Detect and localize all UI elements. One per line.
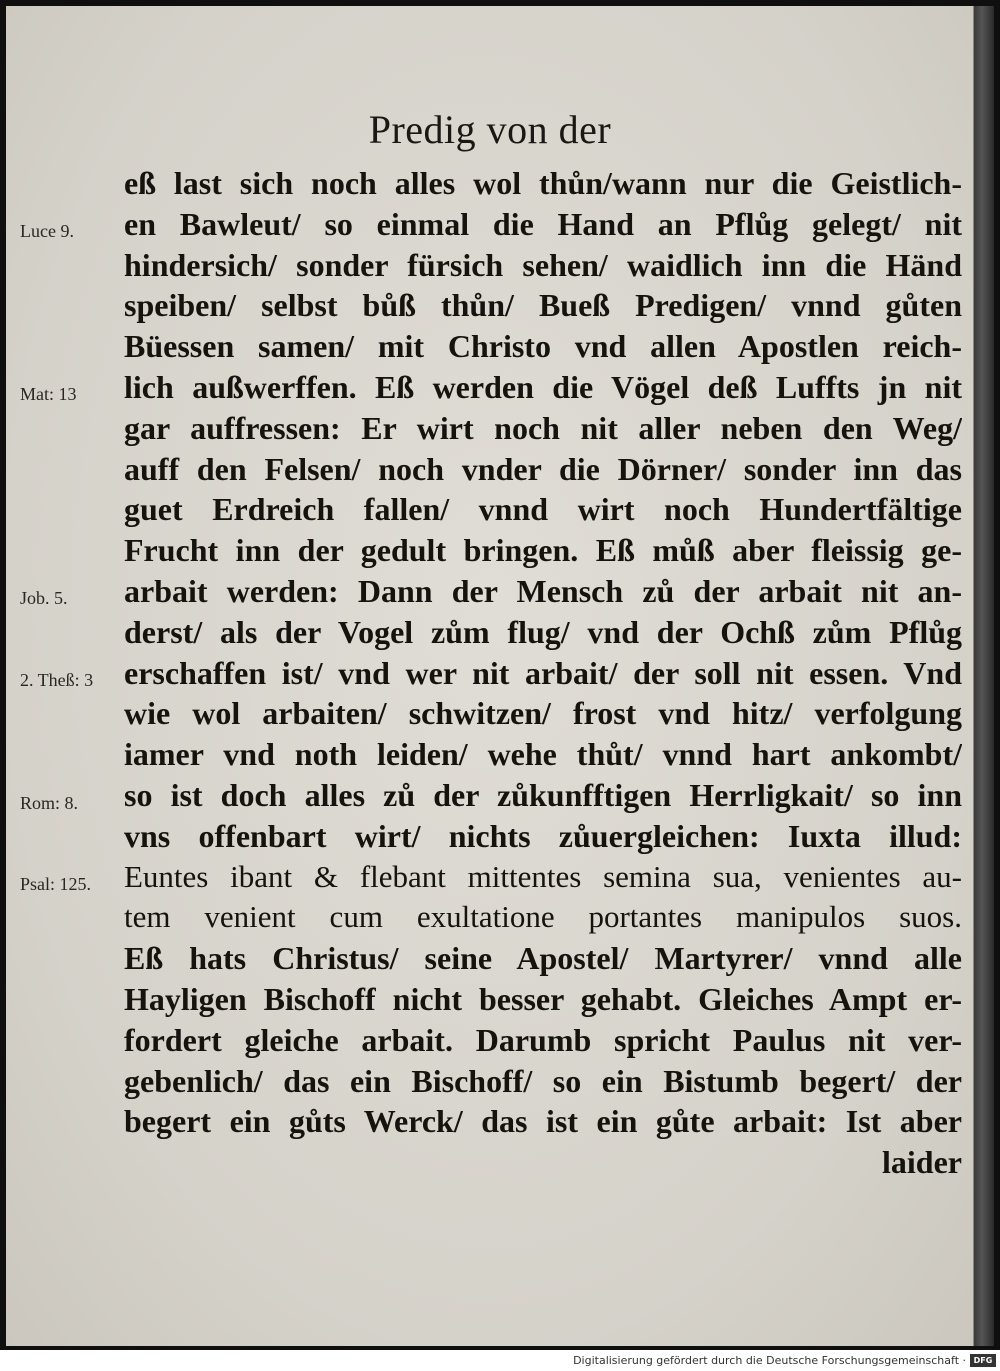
text-line: Eß hats Christus/ seine Apostel/ Martyrer/ vnnd alle (124, 940, 962, 977)
page-edge (974, 6, 994, 1346)
text-line: hindersich/ sonder fürsich sehen/ waidlich inn die Händ (124, 246, 962, 283)
text-line: so ist doch alles zů der zůkunfftigen Herrligkait/ so inn (124, 776, 962, 813)
dfg-logo: DFG (970, 1354, 996, 1367)
text-line: speiben/ selbst bůß thůn/ Bueß Predigen/ vnnd gůten (124, 287, 962, 324)
latin-line: tem venient cum exultatione portantes manipulos suos. (124, 899, 962, 935)
text-line: Büessen samen/ mit Christo vnd allen Apostlen reich- (124, 328, 962, 365)
footer-bar (0, 1350, 1000, 1371)
latin-line: Euntes ibant & flebant mittentes semina sua, venientes au- (124, 858, 962, 894)
margin-note: Luce 9. (20, 221, 74, 241)
text-line: iamer vnd noth leiden/ wehe thůt/ vnnd hart ankombt/ (124, 736, 962, 773)
text-line: gar auffressen: Er wirt noch nit aller neben den Weg/ (124, 409, 962, 446)
running-head: Predig von der (368, 107, 612, 152)
margin-note: Job. 5. (20, 588, 68, 608)
margin-note: Rom: 8. (20, 793, 79, 813)
text-line: gebenlich/ das ein Bischoff/ so ein Bistumb begert/ der (124, 1062, 962, 1099)
text-line: lich außwerffen. Eß werden die Vögel deß Luffts jn nit (124, 368, 962, 405)
margin-note: Mat: 13 (20, 384, 77, 404)
scanned-page (6, 6, 974, 1346)
text-line: wie wol arbaiten/ schwitzen/ frost vnd hitz/ verfolgung (124, 695, 962, 732)
text-line: eß last sich noch alles wol thůn/wann nur die Geistlich- (124, 165, 962, 201)
catchword: laider (882, 1144, 962, 1181)
margin-note: 2. Theß: 3 (20, 670, 94, 690)
text-line: vns offenbart wirt/ nichts zůuergleichen: Iuxta illud: (124, 817, 962, 854)
text-line: fordert gleiche arbait. Darumb spricht Paulus nit ver- (124, 1021, 962, 1058)
margin-note: Psal: 125. (20, 874, 92, 894)
text-line: Frucht inn der gedult bringen. Eß můß aber fleissig ge- (124, 532, 962, 569)
text-line: erschaffen ist/ vnd wer nit arbait/ der soll nit essen. Vnd (124, 654, 962, 691)
text-line: derst/ als der Vogel zům flug/ vnd der Ochß zům Pflůg (124, 613, 962, 650)
text-line: begert ein gůts Werck/ das ist ein gůte arbait: Ist aber (124, 1103, 962, 1140)
text-line: en Bawleut/ so einmal die Hand an Pflůg gelegt/ nit (124, 205, 962, 242)
text-line: guet Erdreich fallen/ vnnd wirt noch Hundertfältige (124, 491, 962, 528)
funding-credit: Digitalisierung gefördert durch die Deutsche Forschungsgemeinschaft · (573, 1354, 966, 1367)
text-line: auff den Felsen/ noch vnder die Dörner/ sonder inn das (124, 450, 962, 487)
text-line: arbait werden: Dann der Mensch zů der arbait nit an- (124, 572, 962, 609)
body-text (124, 163, 962, 1183)
text-line: Hayligen Bischoff nicht besser gehabt. Gleiches Ampt er- (124, 980, 962, 1017)
